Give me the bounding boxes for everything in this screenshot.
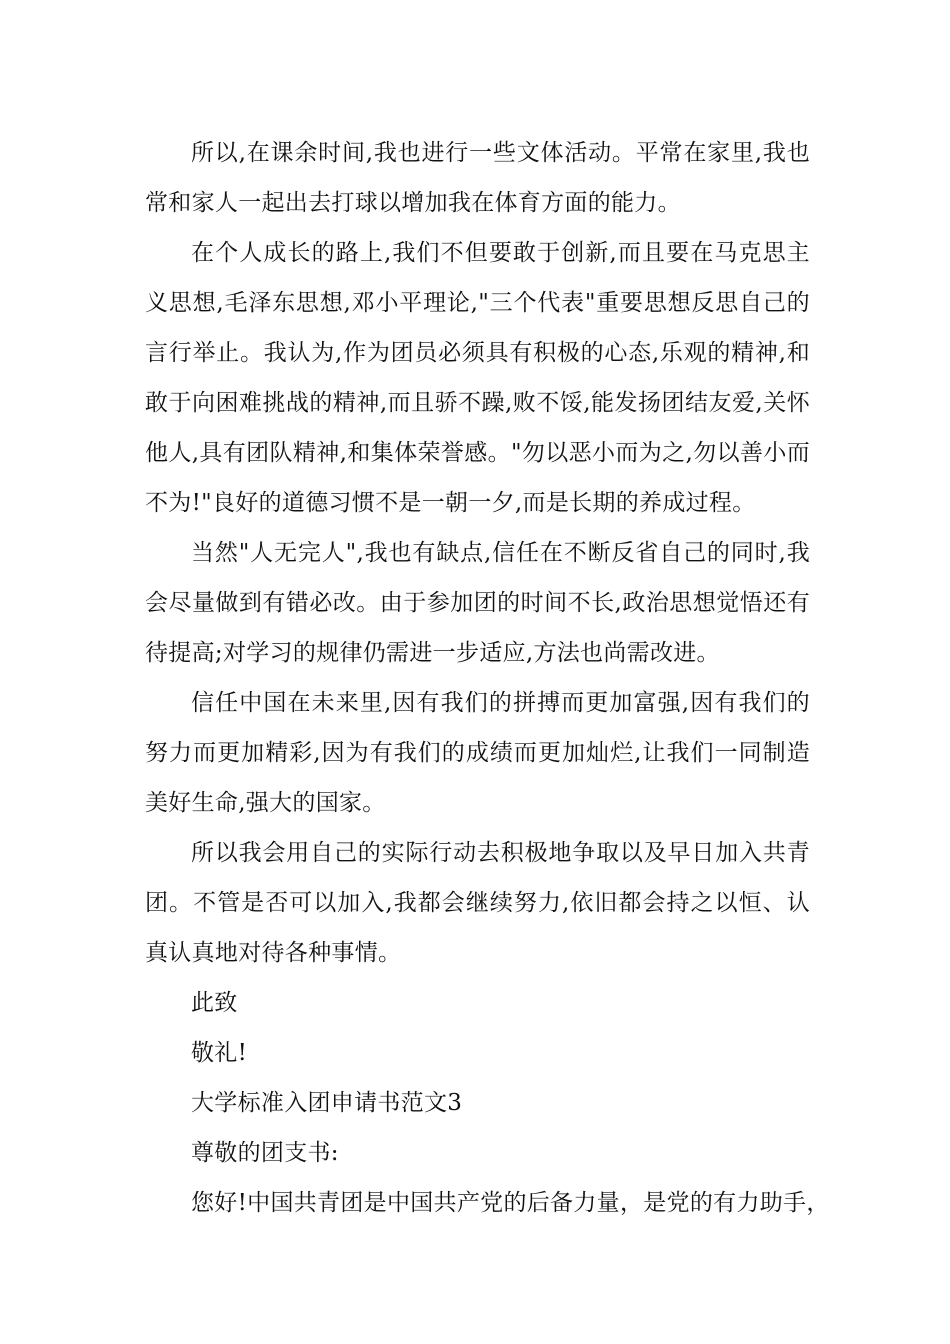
document-body [145,128,830,1228]
section-heading: 大学标准入团申请书范文3 [191,1090,463,1116]
greeting-line: 尊敬的团支书: [191,1140,339,1166]
paragraph-shortcomings: 当然"人无完人",我也有缺点,信任在不断反省自己的同时,我会尽量做到有错必改。由于参加团的时间不长,政治思想觉悟还有待提高;对学习的规律仍需进一步适应,方法也尚需改进。 [145,540,810,666]
salute-line: 敬礼! [191,1040,248,1066]
closing-line: 此致 [191,990,238,1016]
opening-line: 您好!中国共青团是中国共产党的后备力量，是党的有力助手， [191,1190,830,1216]
paragraph-activities: 所以,在课余时间,我也进行一些文体活动。平常在家里,我也常和家人一起出去打球以增加我在体育方面的能力。 [145,140,810,216]
paragraph-growth: 在个人成长的路上,我们不但要敢于创新,而且要在马克思主义思想,毛泽东思想,邓小平理论,"三个代表"重要思想反思自己的言行举止。我认为,作为团员必须具有积极的心态,乐观的精神,和敢于向困难挑战的精神,而且骄不躁,败不馁,能发扬团结友爱,关怀他人,具有团队精神,和集体荣誉感。"勿以恶小而为之,勿以善小而不为!"良好的道德习惯不是一朝一夕,而是长期的养成过程。 [145,240,810,516]
paragraph-commitment: 所以我会用自己的实际行动去积极地争取以及早日加入共青团。不管是否可以加入,我都会继续努力,依旧都会持之以恒、认真认真地对待各种事情。 [145,840,810,966]
paragraph-future: 信任中国在未来里,因有我们的拼搏而更加富强,因有我们的努力而更加精彩,因为有我们的成绩而更加灿烂,让我们一同制造美好生命,强大的国家。 [145,690,810,816]
